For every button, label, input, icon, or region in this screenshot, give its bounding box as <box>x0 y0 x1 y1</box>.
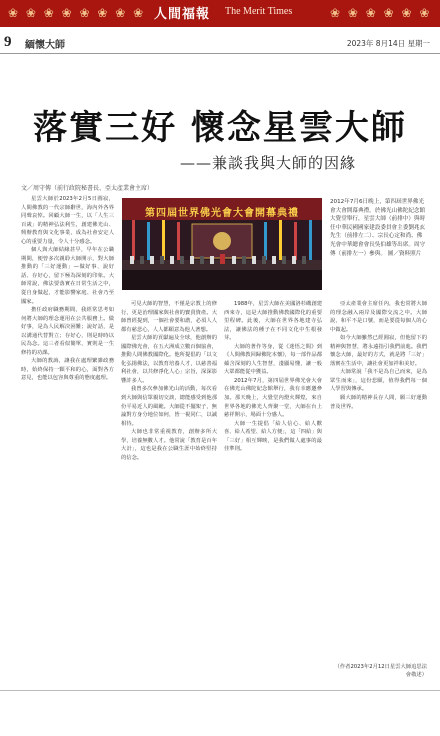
paragraph: 大師一生提倡「給人信心、給人歡喜、給人希望、給人方便」，這「四給」與「三好」相互輝映，是我們做人處事的最佳準則。 <box>224 420 322 453</box>
photo-caption-text: 2012年7月6日晚上，第四屆世界佛光會大會開幕典禮，於佛光山佛陀紀念館大覺堂舉行，星雲大師（前排中）與時任中華民國國家建設委員會主委劉兆玄先生（前排左二）、宗長心定和尚、佛光會中華總會會長吳伯雄等出席。周守傳（前排左一）參與。 <box>330 199 426 257</box>
paragraph: 1988年，星雲大師在美國洛杉磯創建西來寺，這是大師推動佛教國際化的重要里程碑。此後，大師在世界各地建寺弘法，讓佛法的種子在不同文化中生根發芽。 <box>224 301 322 342</box>
publication-date: 2023年 8月14日 星期一 <box>346 39 430 48</box>
page-footer <box>0 690 440 736</box>
newspaper-english-name: The Merit Times <box>225 6 293 17</box>
paragraph: 2012年7月，第四屆世界佛光會大會在佛光山佛陀紀念館舉行，我有幸應邀參加。那天晚上，大覺堂內燈火輝煌，來自世界各地的佛光人齊聚一堂，大師在台上慈祥開示，場面十分感人。 <box>224 377 322 419</box>
paragraph: 星雲大師的貢獻遍及全球，他創辦的國際佛光會，在五大洲成立數百個協會，推動人間佛教國際化。他所提倡的「以文化弘揚佛法，以教育培養人才，以慈善福利社會，以共修淨化人心」宗旨，深深影響許多人。 <box>121 335 217 384</box>
section-title: 緬懷大師 <box>25 40 65 51</box>
paragraph: 個人與大師結緣甚早，早年在公職期間，便曾多次親聆大師開示，對大師推動的「三好運動」—做好事、說好話、存好心，留下極為深刻的印象。大師常說，佛法要落實在日常生活之中，從自身做起，才能影響家庭、社會乃至國家。 <box>21 247 114 305</box>
page-number: 9 <box>4 34 12 50</box>
masthead-decoration: ❀ ❀ ❀ ❀ ❀ ❀ ❀ ❀ <box>8 6 146 20</box>
paragraph: 我曾多次參加佛光山的活動，每次看到大師與信眾親切交談，總能感受到他那份平易近人的風範。大師從不擺架子，無論對方身分地位如何，皆一視同仁，以誠相待。 <box>121 386 217 427</box>
paragraph: 可見大師的智慧，不僅是宗教上的修行，更是治理國家與社會的寶貴資產。大師曾經提到，一個社會要和諧，必須人人都有慈悲心，人人都願意為他人著想。 <box>121 301 217 333</box>
paragraph: 大師的教誨，讓我在處理繁雜政務時，始終保持一顆平和的心，面對各方意見，也能以包容與尊重的態度處理。 <box>21 358 114 382</box>
masthead-decoration-right: ❀ ❀ ❀ ❀ ❀ ❀ <box>330 6 432 20</box>
photo-banner-text: 第四屆世界佛光會大會開幕典禮 <box>145 208 299 219</box>
event-photo <box>122 198 322 290</box>
article-headline: 落實三好 懷念星雲大師 <box>33 108 407 148</box>
paragraph: 擔任政府職務期間，我經常思考如何將大師的理念運用在公共服務上。做好事，是為人民解決困難；說好話，是以溝通代替對立；存好心，則是時時以民為念。這三者看似簡單，實則是一生修持的功課。 <box>21 307 114 356</box>
article-subheadline: ——兼談我與大師的因緣 <box>180 154 357 172</box>
author-end-note: （作者2023年2月12日星雲大師追思法會敬述） <box>334 664 427 678</box>
photo-credit: 圖／資料照片 <box>387 250 422 257</box>
paragraph: 星雲大師於2023年2月5日圓寂，人間佛教的一代宗師辭世，海內外各界同聲哀悼。回顧大師一生，以「人生三百歲」的精神弘法利生，創建佛光山、興辦教育與文化事業，成為社會安定人心的重要力量，令人十分感念。 <box>21 196 114 245</box>
photo-caption <box>330 198 427 258</box>
article-column-3 <box>224 300 322 675</box>
article-column-2 <box>121 300 217 675</box>
paragraph: 大師的著作等身，從《迷悟之間》到《人間佛教回歸佛陀本懷》，每一部作品都蘊含深刻的人生智慧，淺顯易懂，讓一般大眾都能從中獲益。 <box>224 343 322 376</box>
paragraph: 如今大師雖然已經圓寂，但他留下的精神與智慧，將永遠指引我們前進。我們懷念大師，最好的方式，就是將「三好」落實在生活中，讓社會更加祥和美好。 <box>330 335 427 367</box>
newspaper-logo: 人間福報 <box>154 7 211 22</box>
paragraph: 亞太產業會主席任內，我也常將大師的理念融入兩岸及國際交流之中。大師說，和平不是口號，而是要從每個人的心中做起。 <box>330 301 427 333</box>
paragraph: 願大師的精神長存人間，願三好運動普及世界。 <box>330 395 427 410</box>
masthead <box>0 0 440 27</box>
section-bar <box>0 33 440 54</box>
article-byline: 文／周守傳（前行政院秘書長、亞太產業會主席） <box>21 185 154 192</box>
paragraph: 大師也非常重視教育，創辦多所大學，培養無數人才。他常說「教育是百年大計」，這也是我在公職生涯中始終堅持的信念。 <box>121 429 217 461</box>
article-column-1 <box>21 195 114 677</box>
article-column-4 <box>330 300 427 675</box>
paragraph: 大師常說「我不是為自己而來，是為眾生而來」，這份悲願，值得我們每一個人學習與傳承。 <box>330 369 427 393</box>
